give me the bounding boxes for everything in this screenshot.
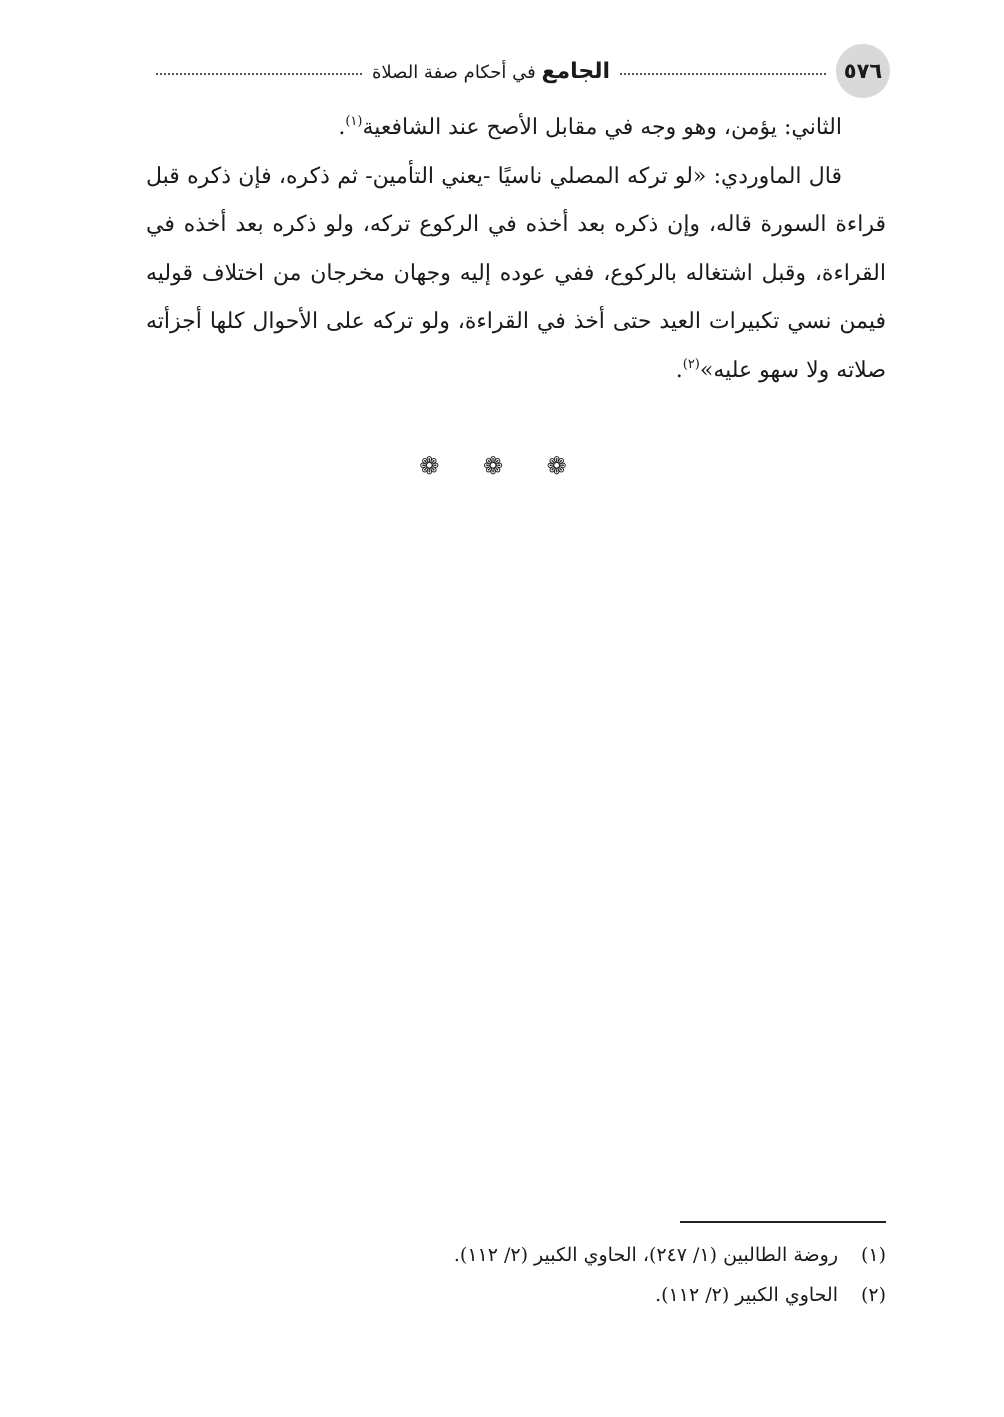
footnote-number: (٢) [860,1284,886,1306]
footnote-number: (١) [860,1244,886,1266]
book-title [372,59,610,84]
footnote-item [300,1275,886,1315]
paragraph [146,153,886,396]
page-number: ٥٧٦ [836,44,890,98]
footnotes [300,1235,886,1315]
header-dotted-leader-left [156,73,362,75]
paragraph [146,104,886,153]
paragraph-text: الثاني: يؤمن، وهو وجه في مقابل الأصح عند الشافعية [362,115,842,140]
book-title-conj: في [512,61,536,83]
footnote-item [300,1235,886,1275]
paragraph-tail: . [675,357,683,383]
paragraph-text: قال الماوردي: «لو تركه المصلي ناسيًا -يعني التأمين- ثم ذكره، فإن ذكره قبل قراءة السورة قاله، وإن ذكره بعد أخذه في الركوع تركه، ولو ذكره بعد أخذه في القراءة، وقبل اشتغاله بالركوع، ففي عوده إليه وجهان مخرجان من اختلاف قوليه فيمن نسي تكبيرات العيد حتى أخذ في القراءة، ولو تركه على الأحوال كلها أجزأته صلاته ولا سهو عليه» [146,163,886,383]
header-dotted-leader-right [620,73,826,75]
section-separator-ornament: ❁ ❁ ❁ [419,452,585,480]
running-header [146,44,890,98]
footnote-reference[interactable]: (١) [345,114,363,129]
footnote-text: الحاوي الكبير (٢/ ١١٢). [655,1284,838,1306]
paragraph-tail: . [338,115,346,140]
footnote-divider [680,1221,886,1223]
footnote-reference[interactable]: (٢) [682,356,700,372]
main-text [146,104,886,396]
book-title-main: الجامع [541,58,611,84]
book-title-rest: أحكام صفة الصلاة [371,61,507,83]
footnote-text: روضة الطالبين (١/ ٢٤٧)، الحاوي الكبير (٢/ ١١٢). [453,1244,838,1266]
